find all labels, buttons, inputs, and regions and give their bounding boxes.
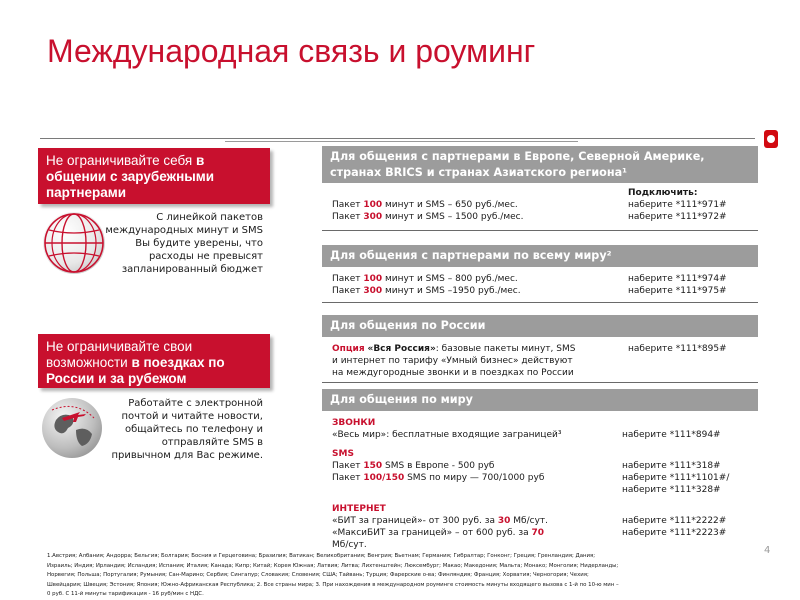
partners-callout-strong: в общении с зарубежными партнерами: [46, 153, 215, 200]
footnote-line-4: Швейцария; Швеция; Эстония; Япония; Южно-Африканская Республика; 2. Все страны мира; 3. При нахождения в международном роуминге стоимость минуты входящего вызова с 1-й по 10-ю мин –: [47, 581, 619, 588]
internet-maxibit-cont: Мб/сут.: [332, 540, 367, 550]
footnote: [47, 552, 775, 600]
title-divider-accent: [225, 141, 578, 142]
globe-airplane-icon: [42, 398, 102, 458]
internet-bit: [332, 516, 548, 528]
calls-title: [332, 418, 375, 430]
travel-callout: [38, 334, 270, 388]
europe-section-divider: [322, 230, 758, 231]
mts-egg-logo-icon: [764, 130, 778, 148]
sms-title-text: SMS: [332, 449, 354, 459]
footnote-line-1: 1.Австрия; Албания; Андорра; Бельгия; Болгария; Босния и Герцеговина; Бразилия; Ватикан; Великобритания; Венгрия; Вьетнам; Германия; Гибралтар; Гонконг; Греция; Гренландия; Дания;: [47, 553, 596, 559]
russia-section-divider: [322, 382, 758, 383]
world-package-100-num: 100: [363, 274, 383, 284]
world-package-100-code: наберите *111*974#: [628, 274, 727, 284]
globe-graphic: [43, 212, 105, 274]
europe-package-100-num: 100: [363, 200, 383, 210]
internet-bit-code: наберите *111*2222#: [622, 516, 727, 526]
world-package-100-post: минут и SMS – 800 руб./мес.: [382, 274, 518, 284]
sms-package-world-post: SMS по миру — 700/1000 руб: [404, 473, 545, 483]
globe-icon: [43, 212, 105, 274]
sms-package-world-code2: наберите *111*328#: [622, 485, 721, 495]
world-package-300-code: наберите *111*975#: [628, 286, 727, 296]
europe-package-300: [332, 212, 523, 224]
russia-option-line1-rest: : базовые пакеты минут, SMS: [435, 344, 576, 354]
world-package-300-pre: Пакет: [332, 286, 364, 296]
connect-label-text: Подключить:: [628, 188, 698, 198]
europe-package-100-post: минут и SMS – 650 руб./мес.: [382, 200, 518, 210]
footnote-line-5: 0 руб. С 11-й минуты тарификация - 16 руб/мин с НДС.: [47, 591, 204, 598]
world-package-100: [332, 274, 518, 286]
europe-package-300-pre: Пакет: [332, 212, 364, 222]
sms-package-europe-num: 150: [363, 461, 383, 471]
travel-description: Работайте с электронной почтой и читайте новости, общайтесь по телефону и отправляйте SMS в привычном для Вас режиме.: [111, 398, 263, 461]
globe-airplane-graphic: [42, 398, 102, 458]
world-section-divider: [322, 302, 758, 303]
sms-package-world-num: 100/150: [363, 473, 405, 483]
roaming-section-header: Для общения по миру: [322, 389, 758, 411]
calls-title-text: ЗВОНКИ: [332, 418, 376, 428]
footnote-line-3: Норвегия; Польша; Португалия; Румыния; Сан-Марино; Сербия; Сингапур; Словакия; Словения; США; Тайвань; Турция; Фарерские о-ва; Финляндия; Франция; Хорватия; Черногория; Чехия;: [47, 572, 589, 579]
sms-title: [332, 449, 354, 461]
internet-title-text: ИНТЕРНЕТ: [332, 504, 386, 514]
europe-package-100: [332, 200, 518, 212]
sms-package-europe-post: SMS в Европе - 500 руб: [382, 461, 495, 471]
world-package-100-pre: Пакет: [332, 274, 364, 284]
russia-section-header: Для общения по России: [322, 315, 758, 337]
sms-package-world-pre: Пакет: [332, 473, 364, 483]
internet-maxibit-pre: «МаксиБИТ за границей» – от 600 руб. за: [332, 528, 532, 538]
russia-option-line1: [332, 344, 575, 356]
europe-package-100-code: наберите *111*971#: [628, 200, 727, 210]
internet-bit-num: 30: [497, 516, 511, 526]
europe-section-header: Для общения с партнерами в Европе, Северной Америке, странах BRICS и странах Азиатского региона¹: [322, 146, 758, 183]
calls-code: наберите *111*894#: [622, 430, 721, 440]
world-package-300-num: 300: [363, 286, 383, 296]
internet-maxibit-num: 70: [531, 528, 545, 538]
sms-package-europe: [332, 461, 494, 473]
internet-bit-pre: «БИТ за границей»- от 300 руб. за: [332, 516, 498, 526]
connect-label: [628, 188, 697, 200]
footnote-line-2: Израиль; Индия; Ирландия; Исландия; Испания; Италия; Канада; Кипр; Китай; Корея Южная; Латвия; Литва; Лихтенштейн; Люксембург; Макао; Македония; Мальта; Монако; Монголия; Нидерланды;: [47, 562, 619, 569]
travel-callout-normal: Не ограничивайте свои возможности: [46, 339, 193, 370]
europe-package-300-code: наберите *111*972#: [628, 212, 727, 222]
page-title: Международная связь и роуминг: [47, 33, 536, 69]
sms-package-world-code: наберите *111*1101#/: [622, 473, 730, 483]
internet-maxibit-code: наберите *111*2223#: [622, 528, 727, 538]
calls-text: «Весь мир»: бесплатные входящие заграницей³: [332, 430, 562, 440]
internet-title: [332, 504, 386, 516]
russia-option-line2: и интернет по тарифу «Умный бизнес» действуют: [332, 356, 573, 366]
title-divider: [40, 138, 755, 139]
partners-callout-normal: Не ограничивайте себя: [46, 153, 196, 168]
russia-option-label: Опция: [332, 344, 365, 354]
russia-option-code: наберите *111*895#: [628, 344, 727, 354]
internet-bit-post: Мб/сут.: [510, 516, 548, 526]
sms-package-world: [332, 473, 544, 485]
partners-callout: [38, 148, 270, 204]
sms-package-europe-pre: Пакет: [332, 461, 364, 471]
russia-option-name: «Вся Россия»: [367, 344, 436, 354]
russia-option-line3: на междугородные звонки и в поездках по России: [332, 368, 574, 378]
world-package-300-post: минут и SMS –1950 руб./мес.: [382, 286, 521, 296]
sms-package-europe-code: наберите *111*318#: [622, 461, 721, 471]
europe-package-300-num: 300: [363, 212, 383, 222]
world-section-header: Для общения с партнерами по всему миру²: [322, 245, 758, 267]
page-number: 4: [764, 545, 771, 556]
europe-package-300-post: минут и SMS – 1500 руб./мес.: [382, 212, 524, 222]
europe-package-100-pre: Пакет: [332, 200, 364, 210]
travel-callout-strong: в поездках по России и за рубежом: [46, 355, 225, 386]
world-package-300: [332, 286, 521, 298]
internet-maxibit: [332, 528, 544, 540]
partners-description: С линейкой пакетов международных минут и SMS Вы будите уверены, что расходы не превысят запланированный бюджет: [105, 212, 263, 275]
